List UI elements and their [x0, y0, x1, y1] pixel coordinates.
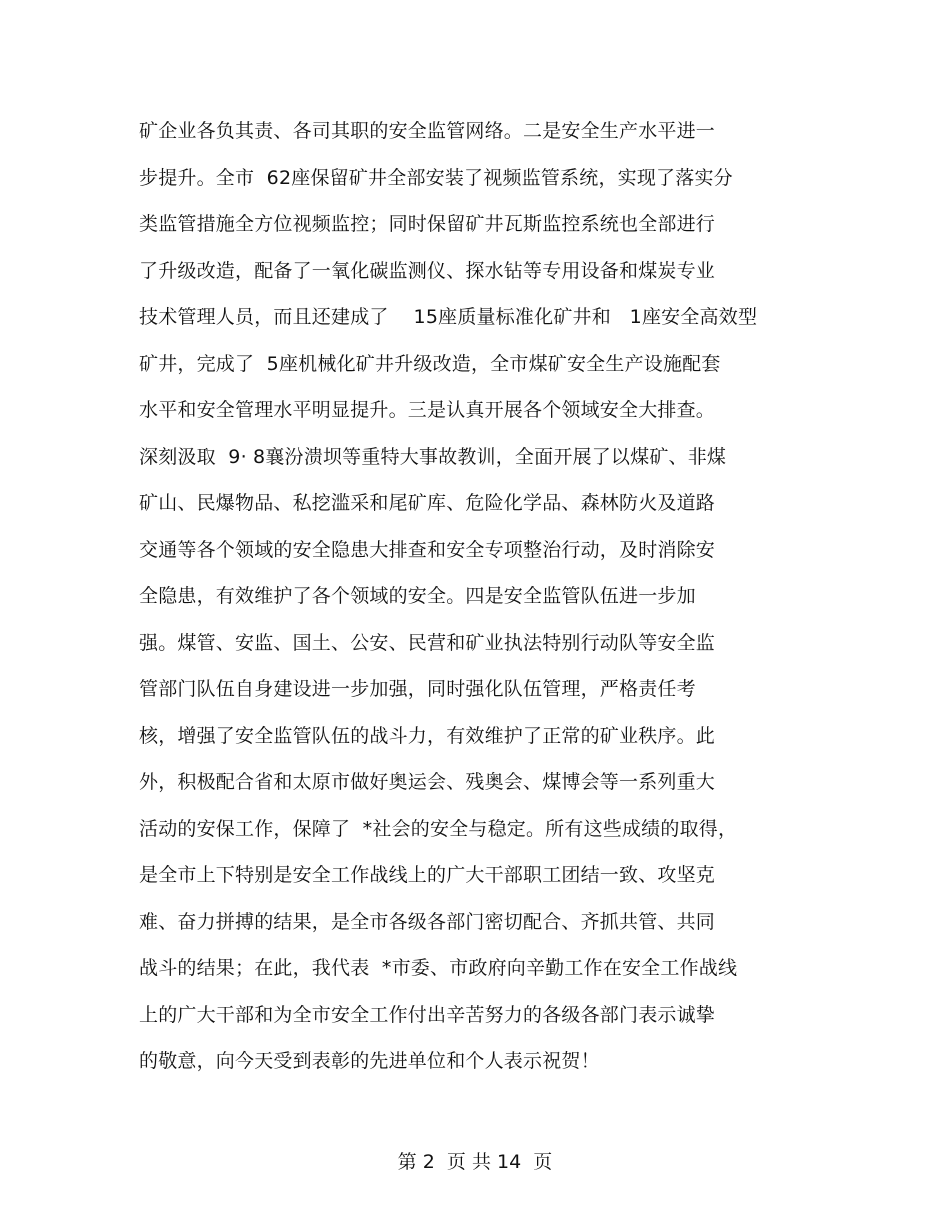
- text-line: 矿山、民爆物品、私挖滥采和尾矿库、危险化学品、森林防火及道路: [139, 492, 716, 514]
- text-line: 活动的安保工作，保障了 *社会的安全与稳定。所有这些成绩的取得，: [139, 817, 738, 840]
- text-line: 是全市上下特别是安全工作战线上的广大干部职工团结一致、攻坚克: [139, 864, 716, 886]
- text-line: 步提升。全市 62座保留矿井全部安装了视频监管系统，实现了落实分: [139, 166, 733, 189]
- text-line: 战斗的结果；在此，我代表 *市委、市政府向辛勤工作在安全工作战线: [139, 957, 738, 979]
- text-line: 交通等各个领域的安全隐患大排查和安全专项整治行动，及时消除安: [139, 538, 716, 561]
- text-line: 全隐患，有效维护了各个领域的安全。四是安全监管队伍进一步加: [139, 585, 696, 607]
- text-line: 深刻汲取 9· 8襄汾溃坝等重特大事故教训，全面开展了以煤矿、非煤: [139, 445, 727, 468]
- page-footer: [0, 1146, 950, 1178]
- text-line: 上的广大干部和为全市安全工作付出辛苦努力的各级各部门表示诚挚: [139, 1003, 716, 1026]
- text-line: 水平和安全管理水平明显提升。三是认真开展各个领域安全大排查。: [139, 399, 716, 421]
- footer-prefix: 第: [397, 1151, 417, 1173]
- text-line: 管部门队伍自身建设进一步加强，同时强化队伍管理，严格责任考: [139, 678, 696, 700]
- footer-suffix: 页: [533, 1151, 553, 1173]
- text-line: 的敬意，向今天受到表彰的先进单位和个人表示祝贺！: [139, 1050, 600, 1072]
- text-line: 技术管理人员，而且还建成了 15座质量标准化矿井和 1座安全高效型: [139, 306, 758, 328]
- text-line: 类监管措施全方位视频监控；同时保留矿井瓦斯监控系统也全部进行: [139, 213, 716, 235]
- total-pages-number: 14: [497, 1151, 522, 1173]
- current-page-number: 2: [422, 1151, 435, 1173]
- footer-middle: 页 共: [446, 1151, 491, 1173]
- text-line: 难、奋力拼搏的结果，是全市各级各部门密切配合、齐抓共管、共同: [139, 910, 716, 933]
- text-line: 外，积极配合省和太原市做好奥运会、残奥会、煤博会等一系列重大: [139, 771, 716, 793]
- text-line: 矿企业各负其责、各司其职的安全监管网络。二是安全生产水平进一: [139, 120, 716, 142]
- text-line: 矿井，完成了 5座机械化矿井升级改造，全市煤矿安全生产设施配套: [139, 352, 721, 375]
- text-line: 了升级改造，配备了一氧化碳监测仪、探水钻等专用设备和煤炭专业: [139, 259, 716, 282]
- body-text: [139, 108, 809, 1085]
- text-line: 强。煤管、安监、国土、公安、民营和矿业执法特别行动队等安全监: [139, 631, 716, 654]
- text-line: 核，增强了安全监管队伍的战斗力，有效维护了正常的矿业秩序。此: [139, 724, 716, 747]
